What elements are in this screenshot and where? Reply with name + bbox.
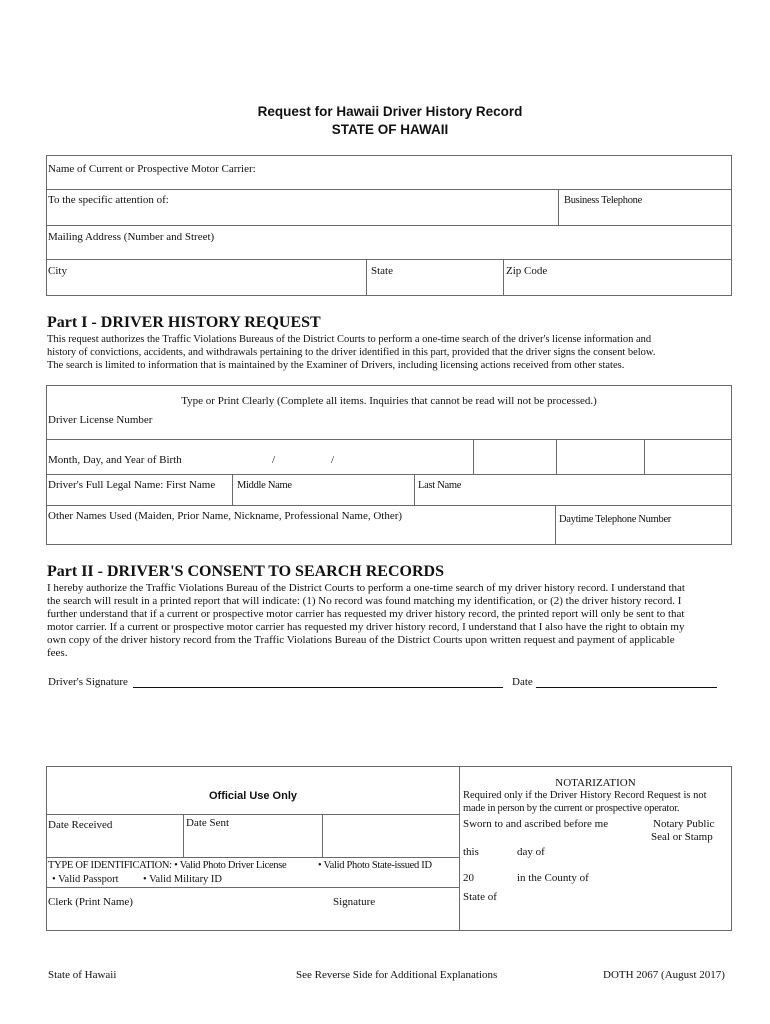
notary-public-label: Notary Public: [653, 818, 715, 830]
other-names-field[interactable]: Other Names Used (Maiden, Prior Name, Nickname, Professional Name, Other): [48, 510, 403, 522]
notary-required-line: Required only if the Driver History Record Request is not: [463, 790, 707, 801]
dob-separator: /: [331, 454, 335, 466]
official-use-heading: Official Use Only: [208, 790, 298, 802]
state-field[interactable]: State: [371, 265, 393, 277]
part1-paragraph: [47, 333, 747, 372]
day-of-label: day of: [517, 846, 545, 858]
county-label: in the County of: [517, 872, 589, 884]
part2-line: I hereby authorize the Traffic Violations Bureau of the District Courts to perform a one-time search of my driver history record. I understand that: [47, 582, 685, 594]
footer-state: State of Hawaii: [48, 969, 117, 981]
state-of-label: State of: [463, 891, 497, 903]
sworn-label: Sworn to and ascribed before me: [463, 818, 609, 830]
form-title-line2: STATE OF HAWAII: [331, 122, 449, 137]
id-military-option[interactable]: • Valid Military ID: [143, 874, 223, 885]
part2-line: motor carrier. If a current or prospective motor carrier has requested my driver history record, I understand that I also have the right to obtain my: [47, 621, 685, 633]
form-title: [0, 103, 770, 139]
dob-separator: /: [272, 454, 276, 466]
carrier-name-field[interactable]: Name of Current or Prospective Motor Carrier:: [48, 163, 256, 175]
last-name-field[interactable]: Last Name: [418, 480, 462, 491]
part2-line: own copy of the driver history record from the Traffic Violations Bureau of the District Courts upon written request and payment of applicable: [47, 634, 675, 646]
date-sent-field[interactable]: Date Sent: [186, 817, 230, 829]
id-passport-option[interactable]: • Valid Passport: [52, 874, 119, 885]
driver-license-field[interactable]: Driver License Number: [48, 414, 153, 426]
birth-date-field[interactable]: Month, Day, and Year of Birth: [48, 454, 182, 466]
print-instructions: Type or Print Clearly (Complete all items. Inquiries that cannot be read will not be processed.): [181, 395, 597, 407]
business-telephone-field[interactable]: Business Telephone: [564, 195, 642, 206]
date-label: Date: [512, 676, 533, 688]
seal-stamp-label: Seal or Stamp: [651, 831, 713, 843]
part2-paragraph: [47, 582, 730, 660]
id-type-label: TYPE OF IDENTIFICATION: • Valid Photo Driver License: [48, 860, 287, 871]
clerk-signature-field[interactable]: Signature: [333, 896, 376, 908]
part2-heading: Part II - DRIVER'S CONSENT TO SEARCH RECORDS: [47, 563, 444, 580]
part2-line: the search will result in a printed report that will indicate: (1) No record was found matching my identification, or (2) the driver history record. I: [47, 595, 682, 607]
notarization-heading: NOTARIZATION: [555, 777, 636, 789]
part1-line: history of convictions, accidents, and withdrawals pertaining to the driver identified in this part, provided that the driver signs the consent below.: [47, 347, 656, 358]
part1-line: The search is limited to information that is maintained by the Examiner of Drivers, including licensing actions received from other states.: [47, 360, 625, 371]
year-label: 20: [463, 872, 474, 884]
footer-form-number: DOTH 2067 (August 2017): [603, 969, 725, 981]
date-received-field[interactable]: Date Received: [48, 819, 113, 831]
part1-heading: Part I - DRIVER HISTORY REQUEST: [47, 314, 321, 331]
middle-name-field[interactable]: Middle Name: [237, 480, 292, 491]
signature-date-line[interactable]: [536, 687, 717, 688]
part1-line: This request authorizes the Traffic Violations Bureaus of the District Courts to perform a one-time search of the driver's license information and: [47, 334, 652, 345]
attention-field[interactable]: To the specific attention of:: [48, 194, 169, 206]
part2-line: further understand that if a current or prospective motor carrier has requested my driver history record, the printed report will only be sent to that: [47, 608, 685, 620]
notary-required-line: made in person by the current or prospective operator.: [463, 803, 680, 814]
driver-signature-line[interactable]: [133, 687, 503, 688]
footer-reverse-note: See Reverse Side for Additional Explanations: [296, 969, 498, 981]
city-field[interactable]: City: [48, 265, 67, 277]
form-title-line1: Request for Hawaii Driver History Record: [257, 104, 523, 119]
this-label: this: [463, 846, 479, 858]
mailing-address-field[interactable]: Mailing Address (Number and Street): [48, 231, 215, 243]
zip-code-field[interactable]: Zip Code: [506, 265, 548, 277]
id-state-option[interactable]: • Valid Photo State-issued ID: [318, 860, 432, 871]
daytime-telephone-field[interactable]: Daytime Telephone Number: [559, 514, 672, 525]
clerk-name-field[interactable]: Clerk (Print Name): [48, 896, 133, 908]
part2-line: fees.: [47, 647, 68, 659]
first-name-field[interactable]: Driver's Full Legal Name: First Name: [48, 479, 216, 491]
driver-signature-label: Driver's Signature: [48, 676, 128, 688]
